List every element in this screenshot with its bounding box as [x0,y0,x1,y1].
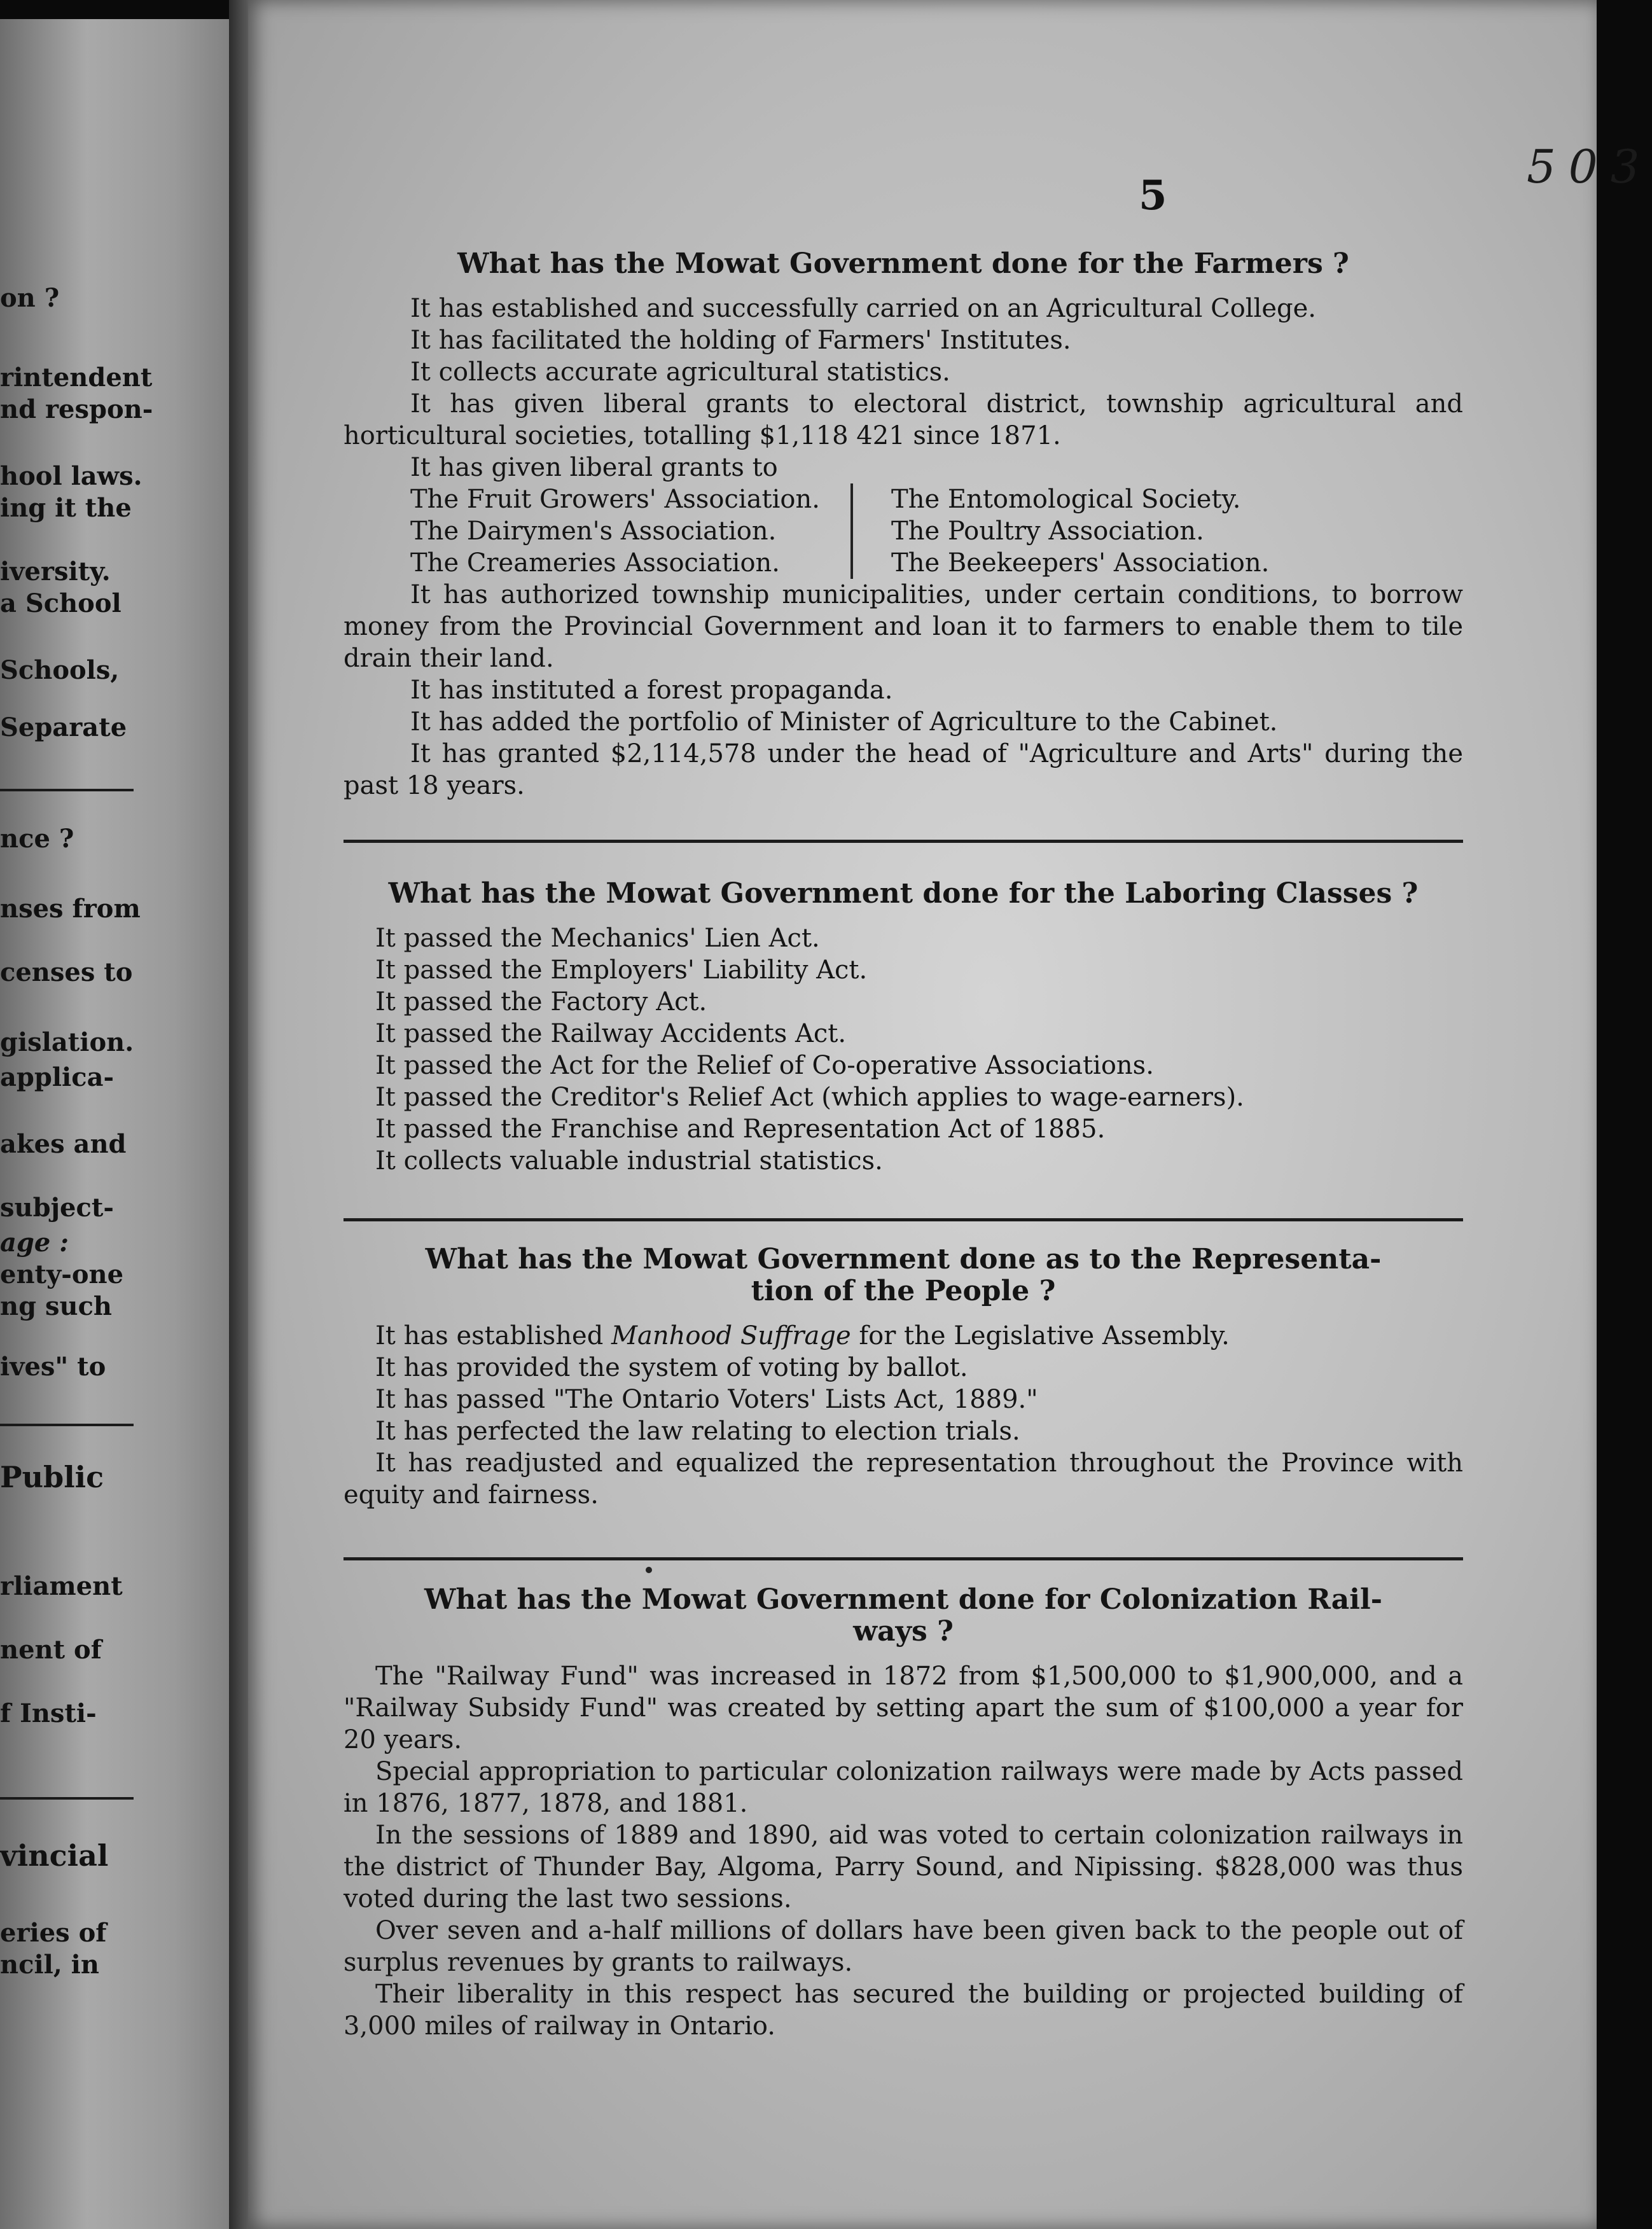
text-paragraph: It has granted $2,114,578 under the head of "Agriculture and Arts" during the past 18 years. [344,739,1463,800]
heading-laboring: What has the Mowat Government done for the Laboring Classes ? [388,877,1419,910]
text-line: It collects valuable industrial statistics. [375,1146,883,1176]
association-item: The Poultry Association. [891,517,1204,546]
left-line: f Insti- [0,1698,97,1728]
left-line: ncil, in [0,1950,99,1980]
top-mark: 5 [1139,172,1167,219]
left-line: enty-one [0,1260,124,1289]
left-line: censes to [0,957,133,987]
associations-columns [410,483,1364,579]
text-line: It passed the Railway Accidents Act. [375,1019,847,1048]
text-paragraph: It has authorized township municipalities, under certain conditions, to borrow money from the Provincial Government and loan it to farmers to enable them to tile drain their land. [344,580,1463,673]
text-span: for the Legislative Assembly. [850,1321,1230,1351]
left-line: a School [0,588,121,618]
text-line: It has perfected the law relating to election trials. [375,1417,1020,1446]
italic-text: Manhood Suffrage [611,1321,851,1351]
left-line: Schools, [0,655,120,685]
association-item: The Dairymen's Association. [410,517,777,546]
left-line: ives" to [0,1352,106,1382]
text-line: It has passed "The Ontario Voters' Lists Act, 1889." [375,1385,1038,1414]
text-line: It passed the Act for the Relief of Co-operative Associations. [375,1051,1154,1080]
left-line: Public [0,1460,104,1494]
left-rule [0,1424,134,1426]
left-line: subject- [0,1193,114,1223]
left-line: ing it the [0,493,132,523]
text-paragraph: It has given liberal grants to electoral district, township agricultural and horticultural societies, totalling $1,118 421 since 1871. [344,389,1463,450]
section-laboring [344,878,1463,1177]
text-paragraph: In the sessions of 1889 and 1890, aid was voted to certain colonization railways in the district of Thunder Bay, Algoma, Parry Sound, and Nipissing. $828,000 was thus voted during the last two sessions. [344,1821,1463,1913]
left-line: on ? [0,283,60,313]
section-divider [344,1557,1463,1560]
heading-line: What has the Mowat Government done for Colonization Rail- [424,1583,1382,1616]
text-paragraph: It has readjusted and equalized the representation throughout the Province with equity and fairness. [344,1448,1463,1510]
text-line [344,1320,1463,1352]
left-line: rintendent [0,363,153,392]
heading-railways [344,1584,1463,1648]
left-line: akes and [0,1129,127,1159]
section-railways [344,1584,1463,2042]
ink-dot [646,1567,652,1573]
text-line: It passed the Employers' Liability Act. [375,955,868,985]
association-item: The Beekeepers' Association. [891,548,1270,578]
page-number: 503 [1527,140,1652,193]
text-paragraph: Over seven and a-half millions of dollars have been given back to the people out of surplus revenues by grants to railways. [344,1916,1463,1977]
text-line: It passed the Factory Act. [375,987,707,1017]
associations-left [410,483,853,579]
heading-line: tion of the People ? [751,1275,1056,1307]
heading-representation [344,1244,1463,1307]
section-representation [344,1244,1463,1511]
text-line: It collects accurate agricultural statistics. [410,358,950,387]
section-farmers [344,248,1463,802]
text-line: It has instituted a forest propaganda. [410,676,893,705]
left-line: gislation. [0,1027,134,1057]
left-line: nses from [0,894,141,924]
text-paragraph: Their liberality in this respect has secured the building or projected building of 3,000 miles of railway in Ontario. [344,1980,1463,2041]
left-line: vincial [0,1838,109,1873]
text-line: It passed the Creditor's Relief Act (which applies to wage-earners). [375,1083,1244,1112]
text-line: It has given liberal grants to [410,453,778,482]
left-page-edge [0,19,248,2229]
text-line: It passed the Mechanics' Lien Act. [375,924,820,953]
text-line: It has established and successfully carried on an Agricultural College. [410,294,1317,323]
text-line: It has provided the system of voting by ballot. [375,1353,968,1382]
left-line: age : [0,1228,69,1258]
left-line: nd respon- [0,394,153,424]
heading-line: What has the Mowat Government done as to the Representa- [425,1243,1382,1275]
text-line: It passed the Franchise and Representation Act of 1885. [375,1114,1106,1144]
left-line: eries of [0,1918,107,1948]
associations-right [891,483,1364,579]
left-line: nent of [0,1635,102,1665]
left-line: applica- [0,1062,115,1092]
section-divider [344,840,1463,843]
text-line: It has facilitated the holding of Farmers' Institutes. [410,326,1071,355]
text-line: It has added the portfolio of Minister of Agriculture to the Cabinet. [410,707,1278,737]
heading-line: ways ? [853,1615,954,1648]
text-paragraph: Special appropriation to particular colonization railways were made by Acts passed in 1876, 1877, 1878, and 1881. [344,1757,1463,1818]
association-item: The Fruit Growers' Association. [410,485,820,514]
association-item: The Entomological Society. [891,485,1241,514]
text-span: It has established [375,1321,612,1351]
heading-farmers: What has the Mowat Government done for the Farmers ? [457,247,1349,280]
left-line: rliament [0,1571,123,1601]
association-item: The Creameries Association. [410,548,780,578]
left-rule [0,1797,134,1800]
text-paragraph: The "Railway Fund" was increased in 1872 from $1,500,000 to $1,900,000, and a "Railway Subsidy Fund" was created by setting apart the sum of $100,000 a year for 20 years. [344,1662,1463,1754]
section-divider [344,1218,1463,1221]
left-rule [0,789,134,791]
left-line: ng such [0,1291,113,1321]
left-line: nce ? [0,824,74,854]
left-line: Separate [0,712,127,742]
left-line: hool laws. [0,461,142,491]
left-line: iversity. [0,557,111,587]
